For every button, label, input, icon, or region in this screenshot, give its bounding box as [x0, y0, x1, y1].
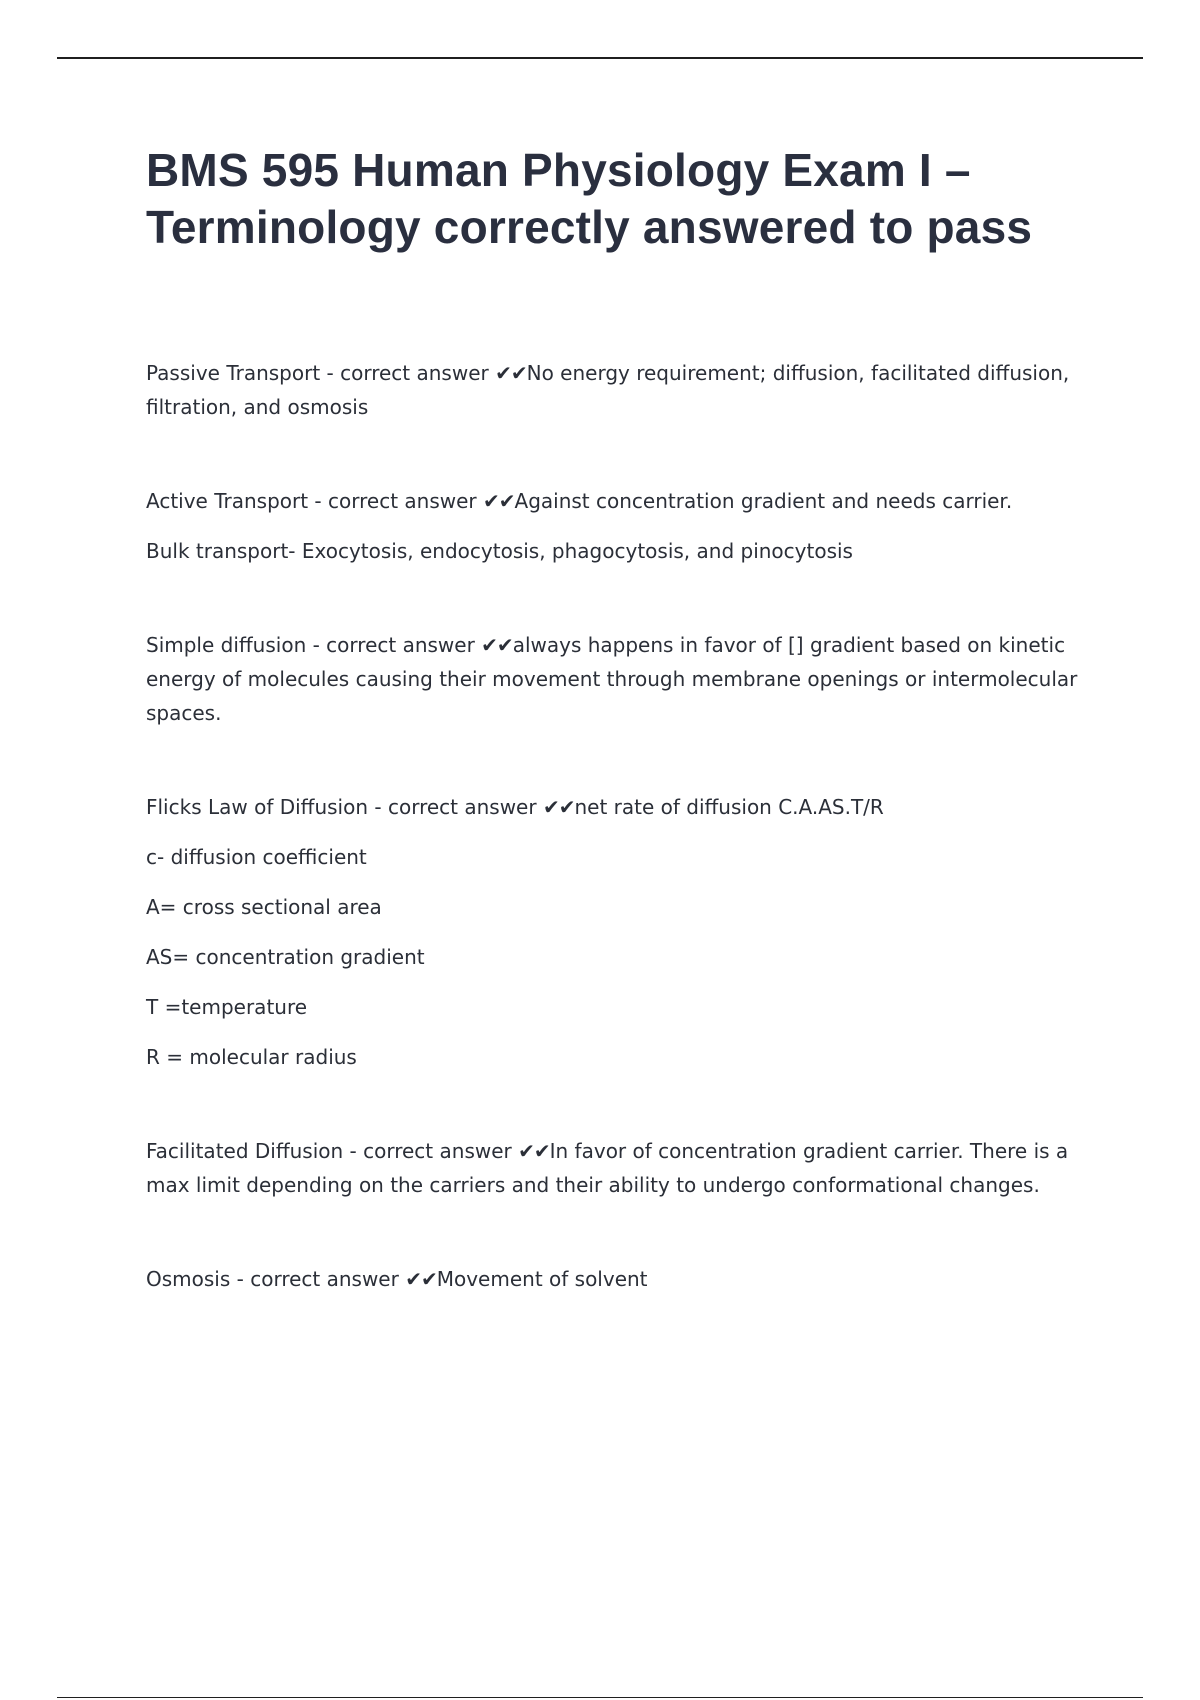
double-check-icon: ✔✔ — [481, 633, 513, 657]
entry-term: Simple diffusion — [146, 633, 307, 657]
entry-answer: Movement of solvent — [436, 1267, 648, 1291]
footer-rule — [57, 1697, 1143, 1698]
entry-text — [146, 356, 1086, 424]
entry-extra-line: c- diffusion coefficient — [146, 845, 367, 869]
entry-term: Passive Transport — [146, 361, 321, 385]
entry-simple-diffusion — [146, 628, 1086, 730]
entry-active-transport — [146, 484, 1086, 568]
entry-separator: - correct answer — [368, 795, 543, 819]
double-check-icon: ✔✔ — [495, 361, 527, 385]
entry-answer: No energy requirement; diffusion, facilitated diffusion, filtration, and osmosis — [146, 361, 1070, 419]
entry-list — [146, 356, 1086, 1296]
entry-flicks-law — [146, 790, 1086, 1074]
entry-answer: always happens in favor of [] gradient based on kinetic energy of molecules causing their movement through membrane openings or intermolecular spaces. — [146, 633, 1078, 725]
entry-extra-line: A= cross sectional area — [146, 895, 382, 919]
entry-text — [146, 1262, 1086, 1296]
entry-separator: - correct answer — [230, 1267, 406, 1291]
entry-separator: - correct answer — [343, 1139, 519, 1163]
entry-separator: - correct answer — [320, 361, 496, 385]
entry-text — [146, 628, 1086, 730]
entry-extra-line: Bulk transport- Exocytosis, endocytosis, phagocytosis, and pinocytosis — [146, 539, 853, 563]
entry-term: Active Transport — [146, 489, 309, 513]
entry-extra-line: T =temperature — [146, 995, 308, 1019]
entry-text — [146, 790, 1086, 824]
title-line-1: BMS 595 Human Physiology Exam I – — [146, 144, 971, 196]
double-check-icon: ✔✔ — [518, 1139, 550, 1163]
entry-answer: In favor of concentration gradient carrier. There is a max limit depending on the carriers and their ability to undergo conformational changes. — [146, 1139, 1069, 1197]
entry-separator: - correct answer — [306, 633, 482, 657]
header-rule — [57, 57, 1143, 59]
entry-passive-transport — [146, 356, 1086, 424]
entry-osmosis — [146, 1262, 1086, 1296]
double-check-icon: ✔✔ — [542, 795, 575, 819]
entry-separator: - correct answer — [308, 489, 483, 513]
entry-term: Facilitated Diffusion — [146, 1139, 344, 1163]
entry-text — [146, 1134, 1086, 1202]
entry-term: Osmosis — [146, 1267, 231, 1291]
entry-extra-line: AS= concentration gradient — [146, 945, 425, 969]
entry-text — [146, 484, 1086, 518]
document-content — [146, 142, 1086, 1296]
double-check-icon: ✔✔ — [483, 489, 515, 513]
document-title — [146, 142, 1086, 256]
entry-answer: net rate of diffusion C.A.AS.T/R — [574, 795, 884, 819]
entry-answer: Against concentration gradient and needs carrier. — [514, 489, 1013, 513]
double-check-icon: ✔✔ — [405, 1267, 437, 1291]
entry-facilitated-diffusion — [146, 1134, 1086, 1202]
entry-extra-line: R = molecular radius — [146, 1045, 357, 1069]
title-line-2: Terminology correctly answered to pass — [146, 201, 1033, 253]
entry-term: Flicks Law of Diffusion — [146, 795, 369, 819]
